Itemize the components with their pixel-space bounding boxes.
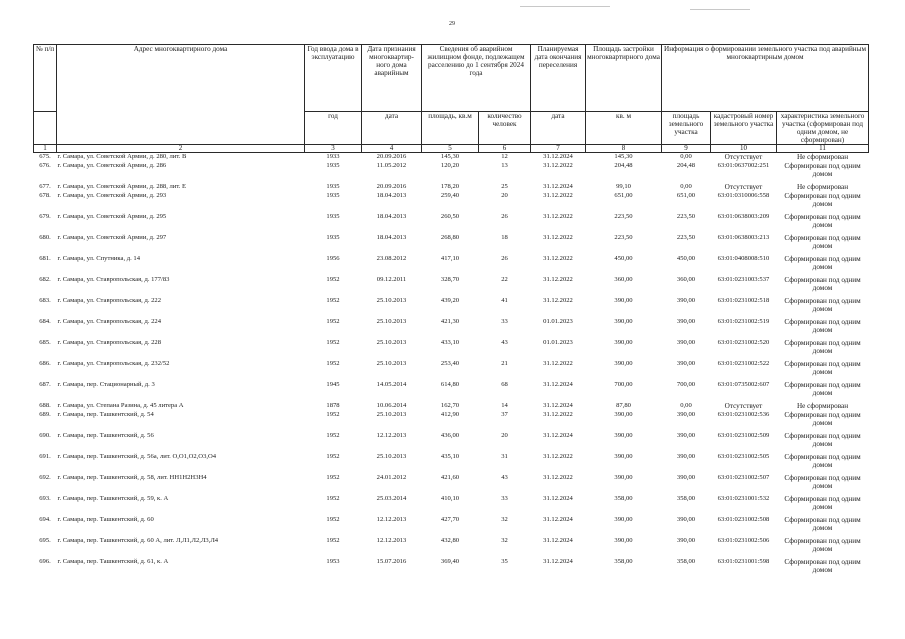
year-cell: 1952	[326, 494, 340, 502]
build-area-cell: 358,00	[614, 494, 633, 502]
land-area-cell: 360,00	[676, 275, 696, 283]
col-number: 3	[305, 145, 362, 153]
year-cell: 1933	[326, 153, 340, 160]
address-cell: г. Самара, пер. Ташкентский, д. 56	[57, 431, 154, 439]
table-row	[34, 360, 869, 381]
header-build-area: Площадь застройки многоквартирного дома	[586, 45, 662, 112]
table-row	[34, 537, 869, 558]
area-cell: 120,20	[440, 161, 460, 169]
recognition-date-cell: 25.10.2013	[376, 359, 407, 367]
col-number: 7	[531, 145, 586, 153]
row-number: 691.	[39, 452, 51, 460]
planned-date-cell: 31.12.2022	[543, 212, 573, 220]
people-cell: 33	[501, 317, 508, 325]
table-row	[34, 402, 869, 411]
cadastral-cell: 63:01:0408008:510	[717, 254, 770, 262]
cadastral-cell: Отсутствует	[724, 182, 763, 191]
cadastral-cell: 63:01:0231002:520	[717, 338, 770, 346]
recognition-date-cell: 15.07.2016	[376, 557, 407, 565]
recognition-date-cell: 18.04.2013	[376, 212, 407, 220]
people-cell: 20	[501, 431, 508, 439]
recognition-date-cell: 23.08.2012	[376, 254, 407, 262]
row-number: 695.	[39, 536, 51, 544]
area-cell: 412,90	[440, 410, 460, 418]
address-cell: г. Самара, ул. Степана Разина, д. 45 литера А	[57, 401, 184, 409]
cadastral-cell: 63:01:0231003:537	[717, 275, 770, 283]
build-area-cell: 223,50	[614, 233, 633, 241]
col-number: 1	[34, 145, 57, 153]
year-cell: 1952	[326, 473, 340, 481]
status-cell: Сформирован под одним домом	[784, 410, 861, 427]
row-number: 684.	[39, 317, 51, 325]
header-land-area: площадь земельного участка	[662, 112, 711, 145]
land-area-cell: 223,50	[676, 212, 696, 220]
address-cell: г. Самара, ул. Ставропольская, д. 228	[57, 338, 162, 346]
col-number: 11	[777, 145, 869, 153]
cadastral-cell: Отсутствует	[724, 153, 763, 161]
cadastral-cell: 63:01:0231002:509	[717, 431, 770, 439]
header-num-blank	[34, 112, 57, 145]
year-cell: 1952	[326, 317, 340, 325]
scan-artifact-line	[690, 9, 750, 10]
recognition-date-cell: 25.10.2013	[376, 296, 407, 304]
col-number: 10	[711, 145, 777, 153]
col-number: 5	[422, 145, 479, 153]
build-area-cell: 390,00	[614, 515, 633, 523]
recognition-date-cell: 20.09.2016	[376, 153, 407, 160]
build-area-cell: 700,00	[614, 380, 633, 388]
address-cell: г. Самара, ул. Советской Армии, д. 295	[57, 212, 167, 220]
recognition-date-cell: 11.05.2012	[376, 161, 407, 169]
table-row	[34, 516, 869, 537]
status-cell: Сформирован под одним домом	[784, 452, 861, 469]
planned-date-cell: 31.12.2024	[543, 536, 573, 544]
land-area-cell: 390,00	[676, 359, 696, 367]
area-cell: 439,20	[440, 296, 460, 304]
people-cell: 33	[501, 494, 508, 502]
recognition-date-cell: 10.06.2014	[376, 401, 407, 409]
year-cell: 1878	[326, 401, 340, 409]
header-year: Год ввода дома в эксплуатацию	[305, 45, 362, 112]
page-number: 29	[449, 21, 455, 27]
area-cell: 178,20	[440, 182, 460, 190]
address-cell: г. Самара, пер. Ташкентский, д. 56а, лит. О,О1,О2,О3,О4	[57, 452, 217, 460]
land-area-cell: 390,00	[676, 410, 696, 418]
cadastral-cell: 63:01:0735002:607	[717, 380, 770, 388]
planned-date-cell: 31.12.2024	[543, 431, 573, 439]
people-cell: 68	[501, 380, 508, 388]
build-area-cell: 358,00	[614, 557, 633, 565]
table-row	[34, 381, 869, 402]
area-cell: 268,80	[440, 233, 460, 241]
build-area-cell: 145,30	[614, 153, 633, 160]
row-number: 689.	[39, 410, 51, 418]
build-area-cell: 223,50	[614, 212, 633, 220]
planned-date-cell: 31.12.2022	[543, 233, 573, 241]
status-cell: Сформирован под одним домом	[784, 233, 861, 250]
row-number: 694.	[39, 515, 51, 523]
table-row	[34, 453, 869, 474]
row-number: 687.	[39, 380, 51, 388]
header-address: Адрес многоквартирного дома	[57, 45, 305, 145]
subheader-people: количество человек	[479, 112, 531, 145]
cadastral-cell: 63:01:0231002:518	[717, 296, 770, 304]
land-area-cell: 390,00	[676, 536, 696, 544]
land-area-cell: 358,00	[676, 557, 696, 565]
land-area-cell: 651,00	[676, 191, 696, 199]
row-number: 675.	[39, 153, 51, 160]
planned-date-cell: 31.12.2024	[543, 401, 573, 409]
build-area-cell: 390,00	[614, 473, 633, 481]
people-cell: 21	[501, 359, 508, 367]
recognition-date-cell: 18.04.2013	[376, 191, 407, 199]
people-cell: 35	[501, 557, 508, 565]
land-area-cell: 390,00	[676, 431, 696, 439]
year-cell: 1935	[326, 161, 340, 169]
people-cell: 12	[501, 153, 508, 160]
people-cell: 20	[501, 191, 508, 199]
build-area-cell: 390,00	[614, 410, 633, 418]
address-cell: г. Самара, ул. Спутника, д. 14	[57, 254, 140, 262]
area-cell: 435,10	[440, 452, 460, 460]
status-cell: Не сформирован	[796, 401, 849, 410]
col-number: 4	[362, 145, 422, 153]
col-number: 8	[586, 145, 662, 153]
people-cell: 25	[501, 182, 508, 190]
cadastral-cell: 63:01:0231002:506	[717, 536, 770, 544]
people-cell: 22	[501, 275, 508, 283]
table-row	[34, 192, 869, 213]
year-cell: 1952	[326, 431, 340, 439]
planned-date-cell: 31.12.2024	[543, 515, 573, 523]
status-cell: Сформирован под одним домом	[784, 536, 861, 553]
year-cell: 1952	[326, 536, 340, 544]
area-cell: 328,70	[440, 275, 460, 283]
cadastral-cell: 63:01:0638003:213	[717, 233, 770, 241]
table-row	[34, 162, 869, 183]
status-cell: Не сформирован	[796, 153, 849, 161]
people-cell: 43	[501, 338, 508, 346]
cadastral-cell: 63:01:0231002:522	[717, 359, 770, 367]
area-cell: 433,10	[440, 338, 460, 346]
status-cell: Сформирован под одним домом	[784, 296, 861, 313]
build-area-cell: 204,48	[614, 161, 633, 169]
col-number: 2	[57, 145, 305, 153]
year-cell: 1952	[326, 275, 340, 283]
status-cell: Сформирован под одним домом	[784, 275, 861, 292]
scan-artifact-line	[520, 6, 610, 7]
area-cell: 432,80	[440, 536, 460, 544]
build-area-cell: 390,00	[614, 536, 633, 544]
row-number: 686.	[39, 359, 51, 367]
cadastral-cell: Отсутствует	[724, 401, 763, 410]
row-number: 690.	[39, 431, 51, 439]
land-area-cell: 700,00	[676, 380, 696, 388]
year-cell: 1945	[326, 380, 340, 388]
header-cadastral: кадастровый номер земельного участка	[711, 112, 777, 145]
table-row	[34, 153, 869, 162]
col-number: 6	[479, 145, 531, 153]
address-cell: г. Самара, пер. Ташкентский, д. 58, лит. НН1Н2Н3Н4	[57, 473, 207, 481]
table-row	[34, 213, 869, 234]
row-number: 696.	[39, 557, 51, 565]
row-number: 676.	[39, 161, 51, 169]
recognition-date-cell: 25.10.2013	[376, 452, 407, 460]
cadastral-cell: 63:01:0231002:507	[717, 473, 770, 481]
area-cell: 260,50	[440, 212, 460, 220]
land-area-cell: 223,50	[676, 233, 696, 241]
address-cell: г. Самара, ул. Советской Армии, д. 286	[57, 161, 167, 169]
address-cell: г. Самара, пер. Ташкентский, д. 61, к. А	[57, 557, 169, 565]
land-area-cell: 0,00	[680, 182, 692, 190]
planned-date-cell: 01.01.2023	[543, 338, 573, 346]
address-cell: г. Самара, пер. Стационарный, д. 3	[57, 380, 155, 388]
status-cell: Сформирован под одним домом	[784, 380, 861, 397]
recognition-date-cell: 25.03.2014	[376, 494, 407, 502]
cadastral-cell: 63:01:0310006:558	[717, 191, 770, 199]
row-number: 677.	[39, 182, 51, 190]
row-number: 682.	[39, 275, 51, 283]
land-area-cell: 390,00	[676, 515, 696, 523]
year-cell: 1935	[326, 182, 340, 190]
people-cell: 31	[501, 452, 508, 460]
year-cell: 1935	[326, 212, 340, 220]
year-cell: 1952	[326, 515, 340, 523]
area-cell: 410,10	[440, 494, 460, 502]
table-row	[34, 318, 869, 339]
planned-date-cell: 31.12.2024	[543, 380, 573, 388]
area-cell: 369,40	[440, 557, 460, 565]
status-cell: Сформирован под одним домом	[784, 494, 861, 511]
address-cell: г. Самара, пер. Ташкентский, д. 59, к. А	[57, 494, 169, 502]
address-cell: г. Самара, ул. Ставропольская, д. 224	[57, 317, 162, 325]
status-cell: Сформирован под одним домом	[784, 557, 861, 574]
recognition-date-cell: 25.10.2013	[376, 317, 407, 325]
build-area-cell: 390,00	[614, 359, 633, 367]
year-cell: 1952	[326, 410, 340, 418]
planned-date-cell: 31.12.2024	[543, 494, 573, 502]
cadastral-cell: 63:01:0231002:508	[717, 515, 770, 523]
build-area-cell: 87,80	[616, 401, 631, 409]
status-cell: Сформирован под одним домом	[784, 359, 861, 376]
status-cell: Сформирован под одним домом	[784, 515, 861, 532]
header-planned-date: Планируемая дата окончания переселения	[531, 45, 586, 112]
recognition-date-cell: 14.05.2014	[376, 380, 407, 388]
table-row	[34, 183, 869, 192]
build-area-cell: 651,00	[614, 191, 633, 199]
land-area-cell: 204,48	[676, 161, 696, 169]
planned-date-cell: 31.12.2022	[543, 275, 573, 283]
planned-date-cell: 31.12.2024	[543, 153, 573, 160]
planned-date-cell: 31.12.2022	[543, 296, 573, 304]
subheader-year: год	[305, 112, 362, 145]
land-area-cell: 390,00	[676, 296, 696, 304]
year-cell: 1953	[326, 557, 340, 565]
row-number: 692.	[39, 473, 51, 481]
address-cell: г. Самара, ул. Советской Армии, д. 280, лит. В	[57, 153, 187, 160]
subheader-planned: дата	[531, 112, 586, 145]
land-area-cell: 0,00	[680, 401, 692, 409]
address-cell: г. Самара, ул. Ставропольская, д. 177/83	[57, 275, 170, 283]
row-number: 678.	[39, 191, 51, 199]
build-area-cell: 390,00	[614, 431, 633, 439]
planned-date-cell: 01.01.2023	[543, 317, 573, 325]
area-cell: 421,30	[440, 317, 460, 325]
planned-date-cell: 31.12.2024	[543, 182, 573, 190]
area-cell: 417,10	[440, 254, 460, 262]
recognition-date-cell: 18.04.2013	[376, 233, 407, 241]
area-cell: 436,00	[440, 431, 460, 439]
cadastral-cell: 63:01:0231002:536	[717, 410, 770, 418]
planned-date-cell: 31.12.2022	[543, 161, 573, 169]
build-area-cell: 360,00	[614, 275, 633, 283]
year-cell: 1956	[326, 254, 340, 262]
cadastral-cell: 63:01:0231001:598	[717, 557, 770, 565]
recognition-date-cell: 09.12.2011	[376, 275, 407, 283]
land-area-cell: 390,00	[676, 473, 696, 481]
build-area-cell: 99,10	[616, 182, 631, 190]
status-cell: Не сформирован	[796, 182, 849, 191]
header-recognition-date: Дата признания многоквартир-ного дома аварийным	[362, 45, 422, 112]
cadastral-cell: 63:01:0231001:532	[717, 494, 770, 502]
table-row	[34, 558, 869, 579]
address-cell: г. Самара, ул. Советской Армии, д. 288, лит. Е	[57, 182, 187, 190]
land-area-cell: 0,00	[680, 153, 692, 160]
area-cell: 421,60	[440, 473, 460, 481]
subheader-area: площадь, кв.м	[422, 112, 479, 145]
year-cell: 1952	[326, 338, 340, 346]
status-cell: Сформирован под одним домом	[784, 431, 861, 448]
people-cell: 43	[501, 473, 508, 481]
people-cell: 41	[501, 296, 508, 304]
cadastral-cell: 63:01:0638003:209	[717, 212, 770, 220]
address-cell: г. Самара, пер. Ташкентский, д. 60 А, лит. Л,Л1,Л2,Л3,Л4	[57, 536, 219, 544]
status-cell: Сформирован под одним домом	[784, 473, 861, 490]
cadastral-cell: 63:01:0637002:251	[717, 161, 770, 169]
land-area-cell: 390,00	[676, 317, 696, 325]
year-cell: 1952	[326, 296, 340, 304]
planned-date-cell: 31.12.2024	[543, 557, 573, 565]
people-cell: 32	[501, 515, 508, 523]
year-cell: 1952	[326, 452, 340, 460]
header-emergency-fund: Сведения об аварийном жилищном фонде, подлежащем расселению до 1 сентября 2024 года	[422, 45, 531, 112]
table-row	[34, 255, 869, 276]
header-characteristic: характеристика земельного участка (сформирован под одним домом, не сформирован)	[777, 112, 869, 145]
build-area-cell: 390,00	[614, 452, 633, 460]
people-cell: 14	[501, 401, 508, 409]
build-area-cell: 450,00	[614, 254, 633, 262]
area-cell: 162,70	[440, 401, 460, 409]
header-land-info: Информация о формировании земельного участка под аварийным многоквартирным домом	[662, 45, 869, 112]
address-cell: г. Самара, пер. Ташкентский, д. 60	[57, 515, 154, 523]
recognition-date-cell: 12.12.2013	[376, 431, 407, 439]
year-cell: 1952	[326, 359, 340, 367]
cadastral-cell: 63:01:0231002:505	[717, 452, 770, 460]
area-cell: 145,30	[440, 153, 460, 160]
address-cell: г. Самара, пер. Ташкентский, д. 54	[57, 410, 154, 418]
row-number: 683.	[39, 296, 51, 304]
address-cell: г. Самара, ул. Ставропольская, д. 232/52	[57, 359, 170, 367]
planned-date-cell: 31.12.2022	[543, 473, 573, 481]
table-row	[34, 474, 869, 495]
table-row	[34, 339, 869, 360]
row-number: 693.	[39, 494, 51, 502]
recognition-date-cell: 20.09.2016	[376, 182, 407, 190]
year-cell: 1935	[326, 233, 340, 241]
recognition-date-cell: 24.01.2012	[376, 473, 407, 481]
table-row	[34, 276, 869, 297]
table-row	[34, 432, 869, 453]
address-cell: г. Самара, ул. Советской Армии, д. 297	[57, 233, 167, 241]
planned-date-cell: 31.12.2022	[543, 359, 573, 367]
people-cell: 26	[501, 254, 508, 262]
subheader-build: кв. м	[586, 112, 662, 145]
col-number: 9	[662, 145, 711, 153]
people-cell: 32	[501, 536, 508, 544]
row-number: 679.	[39, 212, 51, 220]
land-area-cell: 390,00	[676, 452, 696, 460]
table-row	[34, 234, 869, 255]
people-cell: 13	[501, 161, 508, 169]
area-cell: 614,80	[440, 380, 460, 388]
status-cell: Сформирован под одним домом	[784, 317, 861, 334]
planned-date-cell: 31.12.2022	[543, 191, 573, 199]
row-number: 680.	[39, 233, 51, 241]
land-area-cell: 450,00	[676, 254, 696, 262]
address-cell: г. Самара, ул. Советской Армии, д. 293	[57, 191, 167, 199]
people-cell: 18	[501, 233, 508, 241]
status-cell: Сформирован под одним домом	[784, 212, 861, 229]
status-cell: Сформирован под одним домом	[784, 254, 861, 271]
area-cell: 427,70	[440, 515, 460, 523]
planned-date-cell: 31.12.2022	[543, 254, 573, 262]
row-number: 685.	[39, 338, 51, 346]
row-number: 681.	[39, 254, 51, 262]
year-cell: 1935	[326, 191, 340, 199]
address-cell: г. Самара, ул. Ставропольская, д. 222	[57, 296, 162, 304]
build-area-cell: 390,00	[614, 317, 633, 325]
people-cell: 26	[501, 212, 508, 220]
recognition-date-cell: 25.10.2013	[376, 338, 407, 346]
area-cell: 259,40	[440, 191, 460, 199]
status-cell: Сформирован под одним домом	[784, 191, 861, 208]
status-cell: Сформирован под одним домом	[784, 338, 861, 355]
recognition-date-cell: 25.10.2013	[376, 410, 407, 418]
subheader-date: дата	[362, 112, 422, 145]
land-area-cell: 390,00	[676, 338, 696, 346]
recognition-date-cell: 12.12.2013	[376, 515, 407, 523]
table-row	[34, 411, 869, 432]
planned-date-cell: 31.12.2022	[543, 410, 573, 418]
emergency-housing-table	[33, 44, 869, 579]
build-area-cell: 390,00	[614, 296, 633, 304]
status-cell: Сформирован под одним домом	[784, 161, 861, 178]
build-area-cell: 390,00	[614, 338, 633, 346]
table-row	[34, 495, 869, 516]
header-num: № п/п	[34, 45, 57, 112]
area-cell: 253,40	[440, 359, 460, 367]
land-area-cell: 358,00	[676, 494, 696, 502]
cadastral-cell: 63:01:0231002:519	[717, 317, 770, 325]
recognition-date-cell: 12.12.2013	[376, 536, 407, 544]
row-number: 688.	[39, 401, 51, 409]
table-row	[34, 297, 869, 318]
people-cell: 37	[501, 410, 508, 418]
planned-date-cell: 31.12.2022	[543, 452, 573, 460]
